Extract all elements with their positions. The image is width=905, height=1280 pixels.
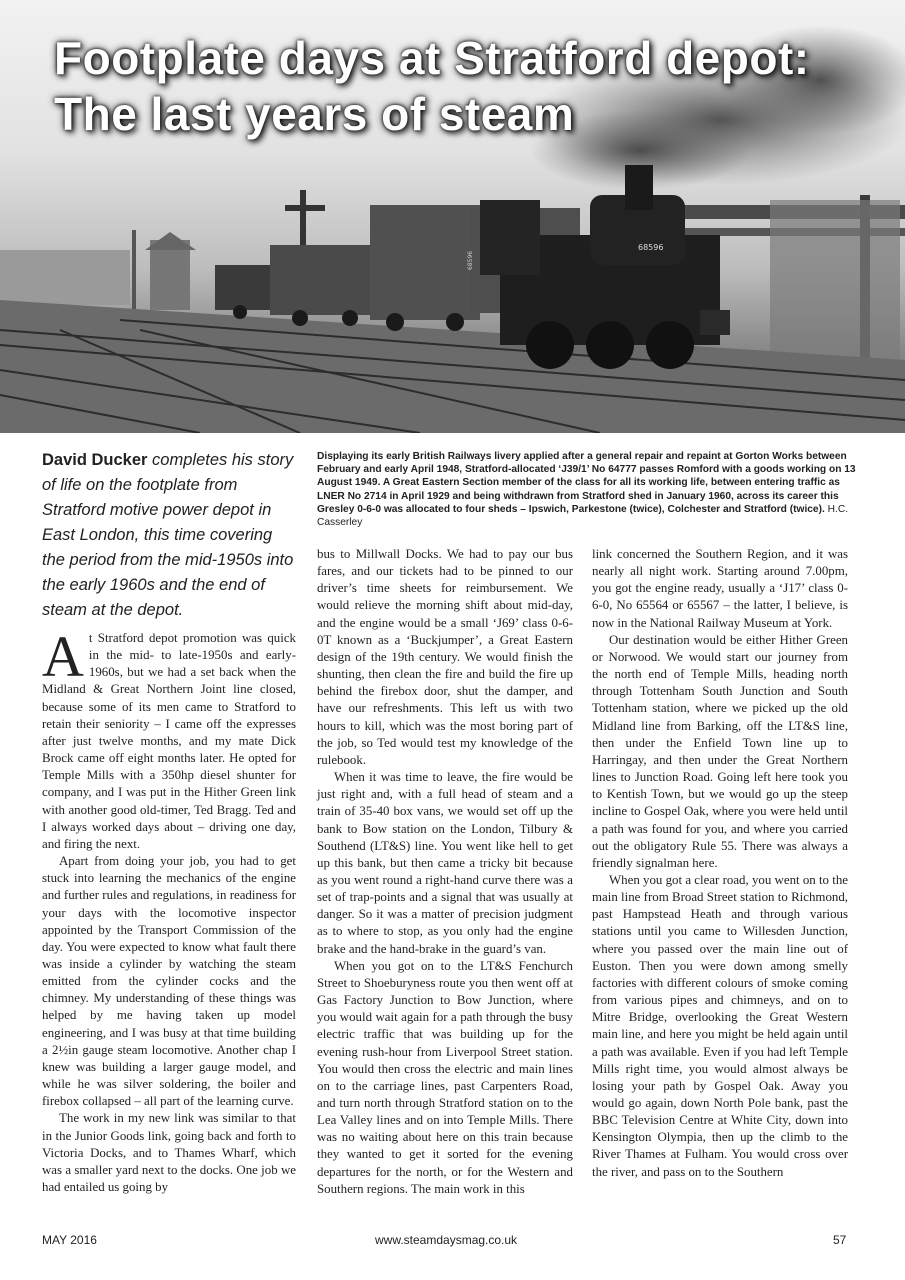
paragraph: Our destination would be either Hither Green or Norwood. We would start our journey from the north end of Temple Mills, heading north through Tottenham South Junction and South Tottenham station, where we picked up the old Midland line from Barking, off the LT&S line, then under the Enfield Town line up to Harringay, and then under the Great Northern lines to Junction Road. Going left here took you to Kentish Town, but we would go up the steep incline to Gospel Oak, where you were held until a path was found for you, and where you carried out the obligatory Rule 55. There was always a friendly signalman here. [592, 632, 848, 870]
locomotive-side-number: 68596 [467, 250, 474, 270]
locomotive-smokebox-number: 68596 [638, 243, 664, 252]
photo-caption [317, 450, 857, 529]
paragraph: When you got on to the LT&S Fenchurch Street to Shoeburyness route you then went off at Gas Factory Junction to Bow Junction, where you would wait again for a path through the busy electric traffic that was building up for the evening rush-hour from Liverpool Street station. You would then cross the electric and main lines on to the carriage lines, past Carpenters Road, and turn north through Stratford station on to the Lea Valley lines and on into Temple Mills. There was no waiting about here on this train because they wanted to get it sorted for the evening departures for the north, or for the Western and Southern regions. The main work in this [317, 958, 573, 1196]
cover-photo [0, 0, 905, 433]
body-column-3 [592, 546, 848, 1181]
standfirst-text: completes his story of life on the footplate from Stratford motive power depot in East London, this time covering the period from the mid-1950s into the early 1960s and the end of steam at the depot. [42, 451, 294, 619]
caption-text: Displaying its early British Railways livery applied after a general repair and repaint at Gorton Works between February and early April 1948, Stratford-allocated ‘J39/1’ No 64777 passes Romford with a goods working on 13 August 1949. A Great Eastern Section member of the class for all its working life, between entering traffic as LNER No 2714 in April 1929 and being withdrawn from Stratford shed in January 1960, across its career this Gresley 0-6-0 was allocated to four sheds – Ipswich, Parkestone (twice), Colchester and Stratford (twice). [317, 451, 856, 515]
footer-date: MAY 2016 [42, 1233, 97, 1247]
headline-line-2: The last years of steam [54, 88, 575, 140]
paragraph: The work in my new link was similar to that in the Junior Goods link, going back and forth to Victoria Docks, and to Thames Wharf, which was a smaller yard next to the docks. One job we had entailed us going by [42, 1111, 296, 1194]
standfirst [42, 448, 297, 623]
drop-cap: A [42, 624, 84, 689]
body-column-2 [317, 546, 573, 1198]
photo-credit: H.C. Casserley [317, 503, 849, 529]
article-headline [54, 30, 810, 142]
author-name: David Ducker [42, 451, 148, 469]
paragraph: link concerned the Southern Region, and it was nearly all night work. Starting around 7.00pm, you got the engine ready, usually a ‘J17’ class 0-6-0, No 65564 or 65567 – the latter, I believe, is now in the National Railway Museum at York. [592, 547, 848, 630]
paragraph-text: t Stratford depot promotion was quick in the mid- to late-1950s and early-1960s, but we had a set back when the Midland & Great Northern Joint line closed, because some of its men came to Stratford to retain their seniority – I came off the expresses after just twelve months, and my mate Dick Brock came off eight months later. He opted for Temple Mills with a 350hp diesel shunter for company, and I was put in the Hither Green link with another good old-timer, Ted Bragg. Ted and I always worked days about – driving one day, and firing the next. [42, 631, 296, 851]
body-column-1 [42, 624, 296, 1196]
footer-url[interactable]: www.steamdaysmag.co.uk [375, 1233, 518, 1247]
paragraph: Apart from doing your job, you had to get stuck into learning the mechanics of the engine and further rules and regulations, in readiness for your days with the locomotive inspector appointed by the Transport Commission of the day. You were expected to know what fault there was inside a cylinder by watching the steam emitted from the cylinder cocks and the chimney. My understanding of these things was helped by me having taken up model engineering, and I was busy at that time building a 2½in gauge steam locomotive. Another chap I knew was building a larger gauge model, and while he was silver soldering, the boiler and firebox collapsed – all part of the learning curve. [42, 854, 296, 1109]
page-number: 57 [833, 1233, 847, 1247]
paragraph: When you got a clear road, you went on to the main line from Broad Street station to Richmond, past Hampstead Heath and through various stations until you came to Willesden Junction, where you passed over the main line out of Euston. Then you were down among smelly factories with different colours of smoke coming from various pipes and chimneys, and on to Mitre Bridge, overlooking the Great Western main line, and here you might be held again until a path was available. Even if you had left Temple Mills right time, you would almost always be losing your path by Gospel Oak. Away you would go again, down North Pole bank, past the BBC Television Centre at White City, down into Kensington Olympia, then up the climb to the River Thames at Fulham. You would cross over the river, and pass on to the Southern [592, 872, 848, 1179]
paragraph [42, 624, 296, 853]
paragraph: When it was time to leave, the fire would be just right and, with a full head of steam and a train of 35-40 box vans, we would set off up the bank to Bow station on the London, Tilbury & Southend (LT&S) line. You went like hell to get up this bank, but then came a tricky bit because as you went round a right-hand curve there was a set of trap-points and a signal that was usually at danger. So it was a matter of precision judgment as to where to stop, as you only had the engine brake and the hand-brake in the guard’s van. [317, 770, 573, 956]
headline-line-1: Footplate days at Stratford depot: [54, 32, 810, 84]
paragraph: bus to Millwall Docks. We had to pay our bus fares, and our tickets had to be pinned to our driver’s time sheets for reimbursement. We would relieve the morning shift about mid-day, and the engine would be a small ‘J69’ class 0-6-0T known as a ‘Buckjumper’, a Great Eastern design of the 19th century. We would finish the shunting, then clean the fire and build the fire up behind the firebox door, shut the damper, and have our refreshments. This left us with two hours to kill, which was the most boring part of the job, so Ted would test my knowledge of the rulebook. [317, 547, 573, 767]
